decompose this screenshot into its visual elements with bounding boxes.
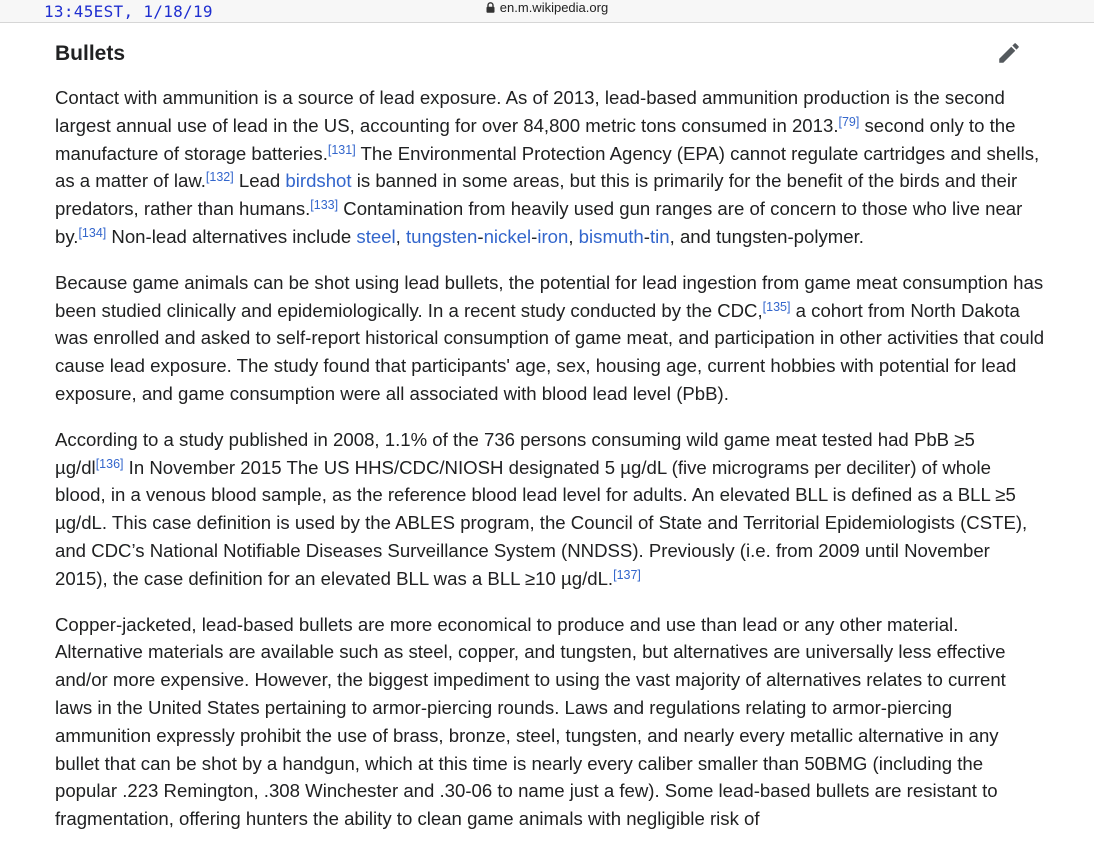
article-content — [55, 84, 1045, 851]
citation-133[interactable]: [133] — [310, 198, 339, 213]
citation-136[interactable]: [136] — [95, 456, 124, 471]
text: In November 2015 The US HHS/CDC/NIOSH designated 5 µg/dL (five micrograms per deciliter) of whole blood, in a venous blood sample, as the reference blood lead level for adults. An elevated BLL is defined as a BLL ≥5 µg/dL. This case definition is used by the ABLES program, the Council of State and Territorial Epidemiologists (CSTE), and CDC’s National Notifiable Diseases Surveillance System (NNDSS). Previously (i.e. from 2009 until November 2015), the case definition for an elevated BLL was a BLL ≥10 µg/dL. — [55, 456, 1028, 589]
text: , — [395, 225, 407, 247]
pencil-icon[interactable] — [996, 40, 1022, 66]
text: Lead — [233, 170, 286, 192]
timestamp-overlay: 13:45EST, 1/18/19 — [44, 2, 213, 21]
text: , — [568, 225, 579, 247]
status-bar — [0, 0, 1094, 23]
link-tungsten[interactable]: tungsten — [406, 225, 478, 247]
text: - — [531, 225, 538, 247]
paragraph-game-meat — [55, 269, 1045, 408]
text: , and tungsten-polymer. — [669, 225, 864, 247]
text: According to a study published in 2008, 1.1% of the 736 persons consuming wild game meat tested had PbB ≥5 µg/dl — [55, 428, 975, 478]
paragraph-ammunition — [55, 84, 1045, 251]
citation-137[interactable]: [137] — [613, 567, 641, 582]
address-bar[interactable] — [0, 0, 1094, 17]
link-bismuth[interactable]: bismuth — [578, 225, 644, 247]
link-birdshot[interactable]: birdshot — [285, 170, 352, 192]
link-iron[interactable]: iron — [537, 225, 569, 247]
lock-icon — [486, 1, 495, 17]
text: Contact with ammunition is a source of lead exposure. As of 2013, lead-based ammunition production is the second largest annual use of lead in the US, accounting for over 84,800 metric tons consumed in 2013. — [55, 87, 1005, 136]
link-steel[interactable]: steel — [356, 225, 396, 247]
citation-132[interactable]: [132] — [205, 170, 234, 185]
text: - — [477, 225, 484, 247]
section-heading: Bullets — [55, 42, 126, 65]
url-text: en.m.wikipedia.org — [499, 0, 609, 15]
citation-131[interactable]: [131] — [327, 142, 356, 157]
link-nickel[interactable]: nickel — [483, 225, 532, 247]
link-tin[interactable]: tin — [649, 225, 670, 247]
text: Non-lead alternatives include — [106, 225, 357, 247]
citation-134[interactable]: [134] — [78, 225, 107, 240]
text: is banned in some areas, but this is primarily for the benefit of the birds and their predators, rather than humans. — [55, 170, 1018, 220]
text: a cohort from North Dakota was enrolled and asked to self-report historical consumption of game meat, and participation in other activities that could cause lead exposure. The study found that participants' age, sex, housing age, current hobbies with potential for lead exposure, and game consumption were all associated with blood lead level (PbB). — [55, 299, 1045, 404]
text: Copper-jacketed, lead-based bullets are more economical to produce and use than lead or any other material. Alternative materials are available such as steel, copper, and tungsten, but alternatives are universally less effective and/or more expensive. However, the biggest impediment to using the vast majority of alternatives relates to current laws in the United States pertaining to armor-piercing rounds. Laws and regulations relating to armor-piercing ammunition expressly prohibit the use of brass, bronze, steel, tungsten, and nearly every metallic alternative in any bullet that can be shot by a handgun, which at this time is nearly every caliber smaller than 50BMG (including the popular .223 Remington, .308 Winchester and .30-06 to name just a few). Some lead-based bullets are resistant to fragmentation, offering hunters the ability to clean game animals with negligible risk of — [55, 613, 1006, 830]
text: Contamination from heavily used gun ranges are of concern to those who live near by. — [55, 198, 1023, 247]
citation-135[interactable]: [135] — [762, 299, 791, 314]
citation-79[interactable]: [79] — [838, 114, 860, 129]
text: Because game animals can be shot using lead bullets, the potential for lead ingestion from game meat consumption has been studied clinically and epidemiologically. In a recent study conducted by the CDC, — [55, 271, 1044, 321]
text: - — [643, 225, 650, 247]
text: second only to the manufacture of storage batteries. — [55, 114, 1016, 164]
paragraph-blood-lead — [55, 426, 1045, 593]
text: The Environmental Protection Agency (EPA) cannot regulate cartridges and shells, as a matter of law. — [55, 142, 1040, 192]
